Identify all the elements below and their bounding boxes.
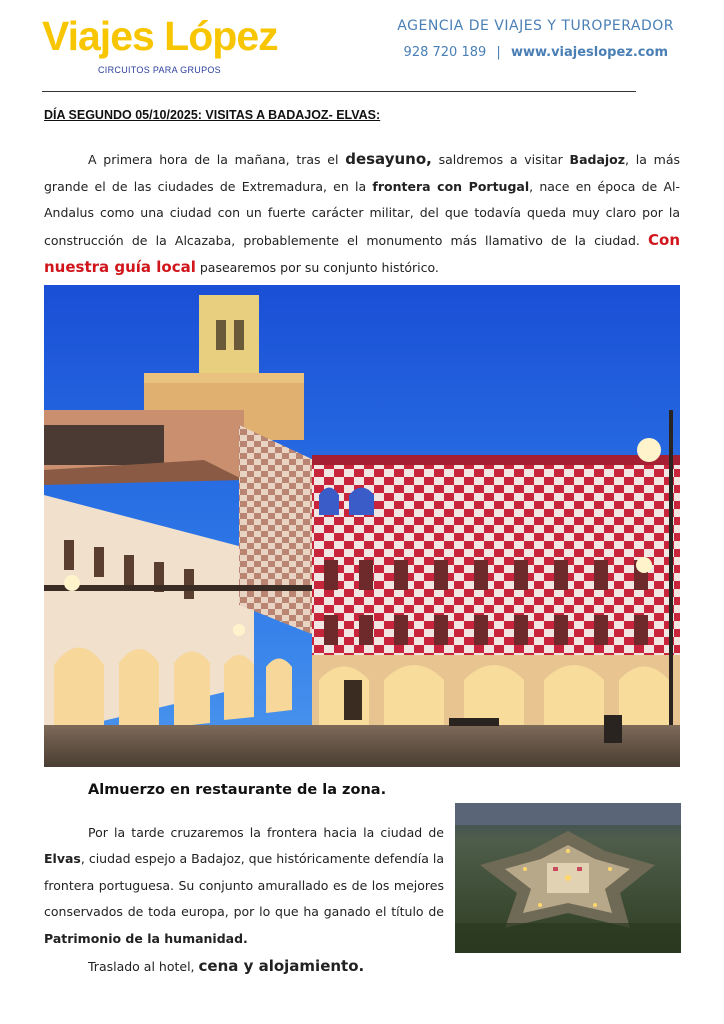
contact-separator: | (496, 45, 501, 60)
logo-tagline: CIRCUITOS PARA GRUPOS (98, 65, 221, 75)
highlight-local-guide: Con nuestra guía local (44, 230, 680, 276)
intro-paragraph: A primera hora de la mañana, tras el desayuno, saldremos a visitar Badajoz, la más grande el de las ciudades de Extremadura, en la frontera con Portugal, nace en época de Al-Andalus como una ciudad con un fuerte carácter militar, del que todavía queda muy claro por la construcción de la Alcazaba, probablemente el monumento más llamativo de la ciudad. Con nuestra guía local pasearemos por su conjunto histórico. (44, 150, 680, 276)
highlight-dinner: cena y alojamiento. (198, 957, 365, 975)
highlight-elvas: Elvas (44, 851, 81, 867)
header-divider (42, 91, 636, 92)
highlight-badajoz: Badajoz (569, 152, 626, 167)
closing-line: Traslado al hotel, cena y alojamiento. (88, 957, 365, 975)
plaza-alta-photo (44, 285, 680, 767)
phone-number: 928 720 189 (403, 45, 487, 60)
highlight-heritage: Patrimonio de la humanidad. (44, 930, 248, 946)
agency-title: AGENCIA DE VIAJES Y TUROPERADOR (397, 18, 674, 34)
contact-line (404, 45, 668, 60)
highlight-breakfast: desayuno, (345, 150, 432, 168)
website-link[interactable]: www.viajeslopez.com (510, 45, 668, 60)
company-logo: Viajes López (42, 13, 278, 59)
afternoon-paragraph: Por la tarde cruzaremos la frontera hacia la ciudad de Elvas, ciudad espejo a Badajoz, que históricamente defendía la frontera portuguesa. Su conjunto amurallado es de los mejores conservados de toda europa, por lo que ha ganado el título de Patrimonio de la humanidad. (44, 825, 444, 946)
day-heading: DÍA SEGUNDO 05/10/2025: VISITAS A BADAJOZ- ELVAS: (44, 108, 381, 122)
highlight-border: frontera con Portugal (372, 178, 530, 194)
lunch-heading: Almuerzo en restaurante de la zona. (88, 782, 387, 798)
elvas-fort-photo (455, 803, 681, 953)
